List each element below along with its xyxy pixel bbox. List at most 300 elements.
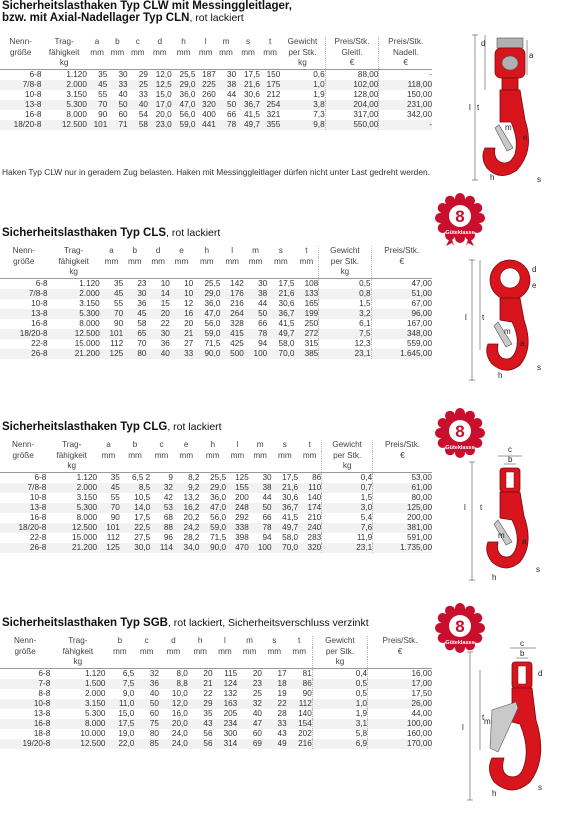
- table-cell: 78: [244, 329, 267, 339]
- column-header: mm: [110, 47, 125, 57]
- table-cell: 32: [134, 668, 159, 679]
- table-cell: 16-8: [0, 319, 48, 329]
- table-cell: 70: [123, 339, 146, 349]
- column-header: mm: [219, 47, 233, 57]
- table-cell: 47,00: [371, 278, 432, 289]
- table-cell: 320: [195, 100, 215, 110]
- column-header: größe: [14, 646, 36, 656]
- column-header: [146, 267, 169, 278]
- table-cell: 43: [188, 719, 213, 729]
- table-row: [0, 699, 432, 709]
- table-cell: 22-8: [0, 339, 48, 349]
- table-cell: 96,00: [371, 309, 432, 319]
- table-cell: 50: [244, 309, 267, 319]
- column-header: per Stk.: [319, 257, 371, 268]
- table-cell: 0,5: [312, 689, 367, 699]
- column-header: [260, 58, 280, 69]
- table-cell: 38: [244, 289, 267, 299]
- column-header: [0, 267, 48, 278]
- column-header: per Stk.: [288, 47, 317, 57]
- table-cell: 12,0: [148, 69, 172, 80]
- table-cell: 16: [170, 309, 193, 319]
- table-cell: 0,4: [322, 472, 373, 483]
- svg-text:l: l: [462, 723, 464, 732]
- column-header: [213, 657, 238, 668]
- table-cell: 23: [237, 679, 262, 689]
- column-header: s: [272, 636, 277, 645]
- column-header: mm: [302, 450, 317, 460]
- column-header: m: [252, 246, 259, 255]
- column-header: [159, 657, 188, 668]
- table-cell: 3.150: [41, 90, 86, 100]
- table-clw: [0, 37, 432, 130]
- column-header: [105, 657, 134, 668]
- table-cell: 25,5: [199, 472, 226, 483]
- table-cls: [0, 246, 432, 359]
- table-row: [0, 110, 432, 120]
- column-header: mm: [241, 47, 255, 57]
- table-cell: 90: [87, 110, 107, 120]
- column-header: fähigkeit: [56, 450, 87, 460]
- svg-text:d: d: [538, 669, 543, 678]
- table-cell: 44: [216, 90, 236, 100]
- table-row: [0, 329, 432, 339]
- table-cell: 321: [260, 110, 280, 120]
- table-cell: 20: [170, 319, 193, 329]
- table-cell: 41,5: [267, 319, 294, 329]
- column-header: fähigkeit: [48, 47, 80, 57]
- table-row: [0, 493, 432, 503]
- table-cell: 3,8: [280, 100, 325, 110]
- table-cell: 200: [226, 493, 249, 503]
- column-header: Gleitl.: [325, 48, 379, 59]
- column-header: Gewicht: [322, 440, 373, 451]
- table-cell: 22-8: [0, 533, 46, 543]
- svg-text:m: m: [504, 327, 511, 336]
- column-header: mm: [274, 256, 288, 266]
- table-cell: 10: [146, 278, 169, 289]
- table-cell: 19/20-8: [0, 739, 50, 749]
- column-header: €: [368, 647, 432, 658]
- table-cell: 1,9: [312, 709, 367, 719]
- table-cell: 3,1: [312, 719, 367, 729]
- column-header: mm: [90, 47, 104, 57]
- table-cell: 100: [249, 543, 272, 553]
- table-cell: 44: [244, 299, 267, 309]
- column-header: c: [144, 636, 149, 645]
- table-cell: 559,00: [371, 339, 432, 349]
- table-cell: 29,0: [193, 289, 220, 299]
- table-cell: 22: [188, 689, 213, 699]
- column-header: h: [210, 440, 216, 449]
- table-cell: 0,7: [322, 483, 373, 493]
- table-cell: 17,5: [120, 513, 150, 523]
- table-cell: 40: [146, 349, 169, 359]
- table-cell: 8-8: [0, 689, 50, 699]
- table-cell: 66: [216, 110, 236, 120]
- table-cell: 35: [188, 709, 213, 719]
- table-cell: 25,5: [172, 69, 196, 80]
- table-cell: 30,6: [272, 493, 299, 503]
- table-cell: 36,7: [267, 309, 294, 319]
- column-header: h: [204, 246, 210, 255]
- column-header: mm: [198, 47, 213, 57]
- column-header: h: [197, 636, 203, 645]
- table-cell: 36,0: [172, 90, 196, 100]
- svg-text:s: s: [537, 175, 541, 184]
- table-cell: 9,8: [280, 120, 325, 130]
- table-cell: 36: [134, 679, 159, 689]
- table-cell: 7,3: [280, 110, 325, 120]
- table-cell: 10-8: [0, 90, 41, 100]
- table-cell: 115: [213, 668, 238, 679]
- column-header: [120, 461, 150, 472]
- table-row: [0, 80, 432, 90]
- table-cell: 21,6: [272, 483, 299, 493]
- column-header: s: [245, 37, 251, 46]
- table-cell: 125: [100, 349, 123, 359]
- column-header: mm: [151, 256, 165, 266]
- table-cell: 1.735,00: [373, 543, 432, 553]
- table-cell: 69: [237, 739, 262, 749]
- svg-text:e: e: [523, 133, 528, 142]
- table-cell: 5.300: [46, 503, 97, 513]
- table-cell: 292: [226, 513, 249, 523]
- table-cell: 49,7: [267, 329, 294, 339]
- table-cell: 23: [123, 278, 146, 289]
- table-cell: 210: [298, 513, 322, 523]
- column-header: l: [223, 636, 226, 645]
- table-cell: 36,0: [199, 493, 226, 503]
- column-header: Trag-: [54, 37, 74, 46]
- table-cell: 17,5: [272, 472, 299, 483]
- table-cell: 12.500: [46, 523, 97, 533]
- svg-text:s: s: [536, 565, 540, 574]
- column-header: per Stk.: [322, 451, 373, 462]
- column-header: Nenn-: [12, 246, 35, 255]
- table-cell: 35: [97, 472, 120, 483]
- column-header: mm: [113, 646, 127, 656]
- table-cell: 18/20-8: [0, 523, 46, 533]
- table-cell: 21,6: [267, 289, 294, 299]
- table-cell: 86: [287, 679, 313, 689]
- table-row: [0, 483, 432, 493]
- column-header: s: [278, 246, 283, 255]
- column-header: d: [171, 636, 176, 645]
- column-header: [188, 657, 213, 668]
- svg-text:h: h: [492, 573, 497, 582]
- table-cell: 125: [97, 543, 120, 553]
- table-cell: 33: [128, 90, 148, 100]
- column-header: b: [132, 440, 138, 449]
- column-header: [0, 461, 46, 472]
- table-cell: 10.000: [50, 729, 105, 739]
- table-cell: 15: [146, 299, 169, 309]
- table-cell: 272: [294, 329, 318, 339]
- table-cell: 33: [170, 349, 193, 359]
- column-header: [100, 267, 123, 278]
- column-header: m: [256, 440, 264, 449]
- table-cell: 2.000: [48, 289, 100, 299]
- table-cell: 33: [262, 719, 287, 729]
- table-cell: 13,2: [173, 493, 200, 503]
- table-cell: 17,00: [368, 679, 432, 689]
- column-header: mm: [248, 256, 263, 266]
- table-cell: 17: [262, 668, 287, 679]
- column-header: [371, 267, 432, 278]
- column-header: mm: [174, 256, 189, 266]
- table-cell: 56,0: [172, 110, 196, 120]
- column-header: €: [325, 58, 379, 69]
- table-cell: 26,00: [368, 699, 432, 709]
- column-header: [87, 58, 107, 69]
- table-row: [0, 339, 432, 349]
- table-cell: 3,0: [322, 503, 373, 513]
- column-header: mm: [218, 646, 232, 656]
- table-row: [0, 689, 432, 699]
- table-row: [0, 729, 432, 739]
- column-header: [294, 267, 318, 278]
- table-cell: 338: [226, 523, 249, 533]
- column-header: [368, 657, 432, 668]
- table-cell: 15.000: [46, 533, 97, 543]
- table-cell: 10,0: [159, 689, 188, 699]
- table-cell: 30: [249, 472, 272, 483]
- column-header: [170, 267, 193, 278]
- table-cell: 250: [294, 319, 318, 329]
- table-row: [0, 319, 432, 329]
- table-cell: 33: [107, 80, 127, 90]
- table-cell: 40: [237, 709, 262, 719]
- table-cell: 30,6: [267, 299, 294, 309]
- column-header: Gewicht: [287, 37, 318, 46]
- svg-text:e: e: [532, 281, 537, 290]
- column-header: [373, 461, 432, 472]
- table-cell: 23,1: [319, 349, 371, 359]
- column-header: e: [179, 246, 184, 255]
- column-header: mm: [104, 256, 119, 266]
- table-cell: 17,5: [236, 69, 260, 80]
- column-header: mm: [199, 256, 214, 266]
- table-cell: 66: [249, 513, 272, 523]
- column-header: mm: [139, 646, 154, 656]
- column-header: [220, 267, 243, 278]
- table-cell: 3.150: [46, 493, 97, 503]
- table-cell: 58: [128, 120, 148, 130]
- table-cell: 132: [213, 689, 238, 699]
- table-cell: 85: [134, 739, 159, 749]
- table-cell: 25,5: [193, 278, 220, 289]
- table-cell: 154: [287, 719, 313, 729]
- column-header: e: [183, 440, 189, 449]
- table-cell: 42: [150, 493, 173, 503]
- column-header: mm: [176, 47, 191, 57]
- table-cell: 23,0: [148, 120, 172, 130]
- table-cell: 27,5: [120, 533, 150, 543]
- table-cell: 94: [244, 339, 267, 349]
- table-cell: 1.120: [50, 668, 105, 679]
- column-header: mm: [225, 256, 239, 266]
- table-cell: 150,00: [379, 90, 432, 100]
- table-cell: 6-8: [0, 278, 48, 289]
- table-cell: 102,00: [325, 80, 379, 90]
- table-cell: 165: [294, 299, 318, 309]
- table-cell: 10-8: [0, 299, 48, 309]
- table-cell: 425: [220, 339, 243, 349]
- column-header: c: [159, 440, 164, 449]
- table-cell: 205: [213, 709, 238, 719]
- column-header: kg: [280, 58, 325, 69]
- table-cell: 5,4: [322, 513, 373, 523]
- table-cell: 58,0: [272, 533, 299, 543]
- column-header: [107, 58, 127, 69]
- table-cell: 25: [237, 689, 262, 699]
- column-header: b: [115, 37, 120, 46]
- table-cell: 2.000: [50, 689, 105, 699]
- column-header: mm: [230, 450, 245, 460]
- table-cell: 17,0: [148, 100, 172, 110]
- table-cell: 40: [107, 90, 127, 100]
- table-cell: 21.200: [46, 543, 97, 553]
- table-cell: 44: [249, 493, 272, 503]
- svg-text:b: b: [520, 649, 525, 658]
- table-row: [0, 69, 432, 80]
- table-cell: 17,50: [368, 689, 432, 699]
- table-cell: 112: [97, 533, 120, 543]
- table-cell: 8.000: [41, 110, 86, 120]
- table-cell: 20: [237, 668, 262, 679]
- table-cell: 60: [134, 709, 159, 719]
- column-header: [272, 461, 299, 472]
- table-cell: 142: [220, 278, 243, 289]
- table-cell: 18-8: [0, 729, 50, 739]
- column-header: [173, 461, 200, 472]
- svg-text:Güteklasse: Güteklasse: [445, 445, 475, 451]
- table-cell: 140: [287, 709, 313, 719]
- table-cell: 7-8: [0, 679, 50, 689]
- svg-text:s: s: [537, 363, 541, 372]
- table-cell: 6,9: [312, 739, 367, 749]
- table-cell: 50: [216, 100, 236, 110]
- table-cell: 80: [134, 729, 159, 739]
- table-cell: 10: [170, 289, 193, 299]
- table-cell: 7/8-8: [0, 80, 41, 90]
- svg-text:h: h: [498, 371, 503, 380]
- table-cell: 30: [107, 69, 127, 80]
- column-header: kg: [312, 657, 367, 668]
- table-cell: 36: [146, 339, 169, 349]
- svg-text:8: 8: [455, 617, 465, 636]
- table-cell: 36,0: [193, 299, 220, 309]
- table-cell: 264: [220, 309, 243, 319]
- table-cell: 216: [287, 739, 313, 749]
- table-cell: 248: [226, 503, 249, 513]
- column-header: Preis/Stk.: [371, 246, 432, 257]
- table-cell: 8.000: [46, 513, 97, 523]
- table-cell: 1.120: [46, 472, 97, 483]
- column-header: Preis/Stk.: [373, 440, 432, 451]
- table-cell: 13-8: [0, 100, 41, 110]
- table-cell: 58,0: [267, 339, 294, 349]
- svg-text:s: s: [538, 783, 542, 792]
- column-header: mm: [242, 646, 257, 656]
- table-cell: 56,0: [193, 319, 220, 329]
- table-cell: 6,1: [319, 319, 371, 329]
- table-cell: 6,5: [105, 668, 134, 679]
- table-cell: 60: [107, 110, 127, 120]
- table-cell: 47: [237, 719, 262, 729]
- table-cell: 9,2: [173, 483, 200, 493]
- column-header: Nadell.: [379, 48, 432, 59]
- table-cell: 47,0: [193, 309, 220, 319]
- table-cell: 88,00: [325, 69, 379, 80]
- table-cell: 18/20-8: [0, 120, 41, 130]
- table-cell: 0,5: [312, 679, 367, 689]
- section-title-sgb: Sicherheitslasthaken Typ SGB, rot lackiert, Sicherheitsverschluss verzinkt: [2, 617, 369, 629]
- table-cell: 216: [220, 299, 243, 309]
- table-cell: 60: [237, 729, 262, 739]
- column-header: Trag-: [64, 246, 84, 255]
- table-row: [0, 513, 432, 523]
- table-cell: 17,5: [267, 278, 294, 289]
- column-header: [226, 461, 249, 472]
- column-header: [287, 657, 313, 668]
- table-cell: 5,8: [312, 729, 367, 739]
- table-cell: 90,0: [199, 543, 226, 553]
- table-cell: 10-8: [0, 699, 50, 709]
- svg-text:c: c: [520, 640, 524, 648]
- table-cell: 45: [97, 483, 120, 493]
- table-cell: 94: [249, 533, 272, 543]
- table-cell: 50: [134, 699, 159, 709]
- column-header: t: [305, 246, 308, 255]
- table-cell: 30: [146, 329, 169, 339]
- table-cell: 24,2: [173, 523, 200, 533]
- table-cell: 8,8: [159, 679, 188, 689]
- table-cell: 150: [260, 69, 280, 80]
- table-cell: 53: [150, 503, 173, 513]
- column-header: d: [155, 246, 161, 255]
- table-cell: 16,00: [368, 668, 432, 679]
- table-cell: 53,00: [373, 472, 432, 483]
- table-cell: 70,0: [272, 543, 299, 553]
- table-cell: 5.300: [48, 309, 100, 319]
- table-cell: 88: [150, 523, 173, 533]
- table-cell: 20,0: [148, 110, 172, 120]
- table-row: [0, 472, 432, 483]
- column-header: a: [109, 246, 114, 255]
- table-cell: 36,7: [272, 503, 299, 513]
- table-cell: 24,0: [159, 739, 188, 749]
- table-cell: 8,2: [173, 472, 200, 483]
- table-cell: 133: [294, 289, 318, 299]
- svg-text:8: 8: [455, 422, 465, 441]
- table-cell: -: [379, 120, 432, 130]
- table-cell: 7,6: [322, 523, 373, 533]
- table-cell: 70: [100, 309, 123, 319]
- table-cell: 30: [244, 278, 267, 289]
- table-row: [0, 289, 432, 299]
- table-cell: 1,0: [312, 699, 367, 709]
- column-header: Preis/Stk.: [368, 636, 432, 647]
- column-header: Trag-: [62, 440, 82, 449]
- table-cell: 7/8-8: [0, 289, 48, 299]
- table-cell: -: [379, 69, 432, 80]
- table-cell: 16,2: [173, 503, 200, 513]
- table-cell: 6-8: [0, 69, 41, 80]
- table-cell: 29: [128, 69, 148, 80]
- table-cell: 8,0: [159, 668, 188, 679]
